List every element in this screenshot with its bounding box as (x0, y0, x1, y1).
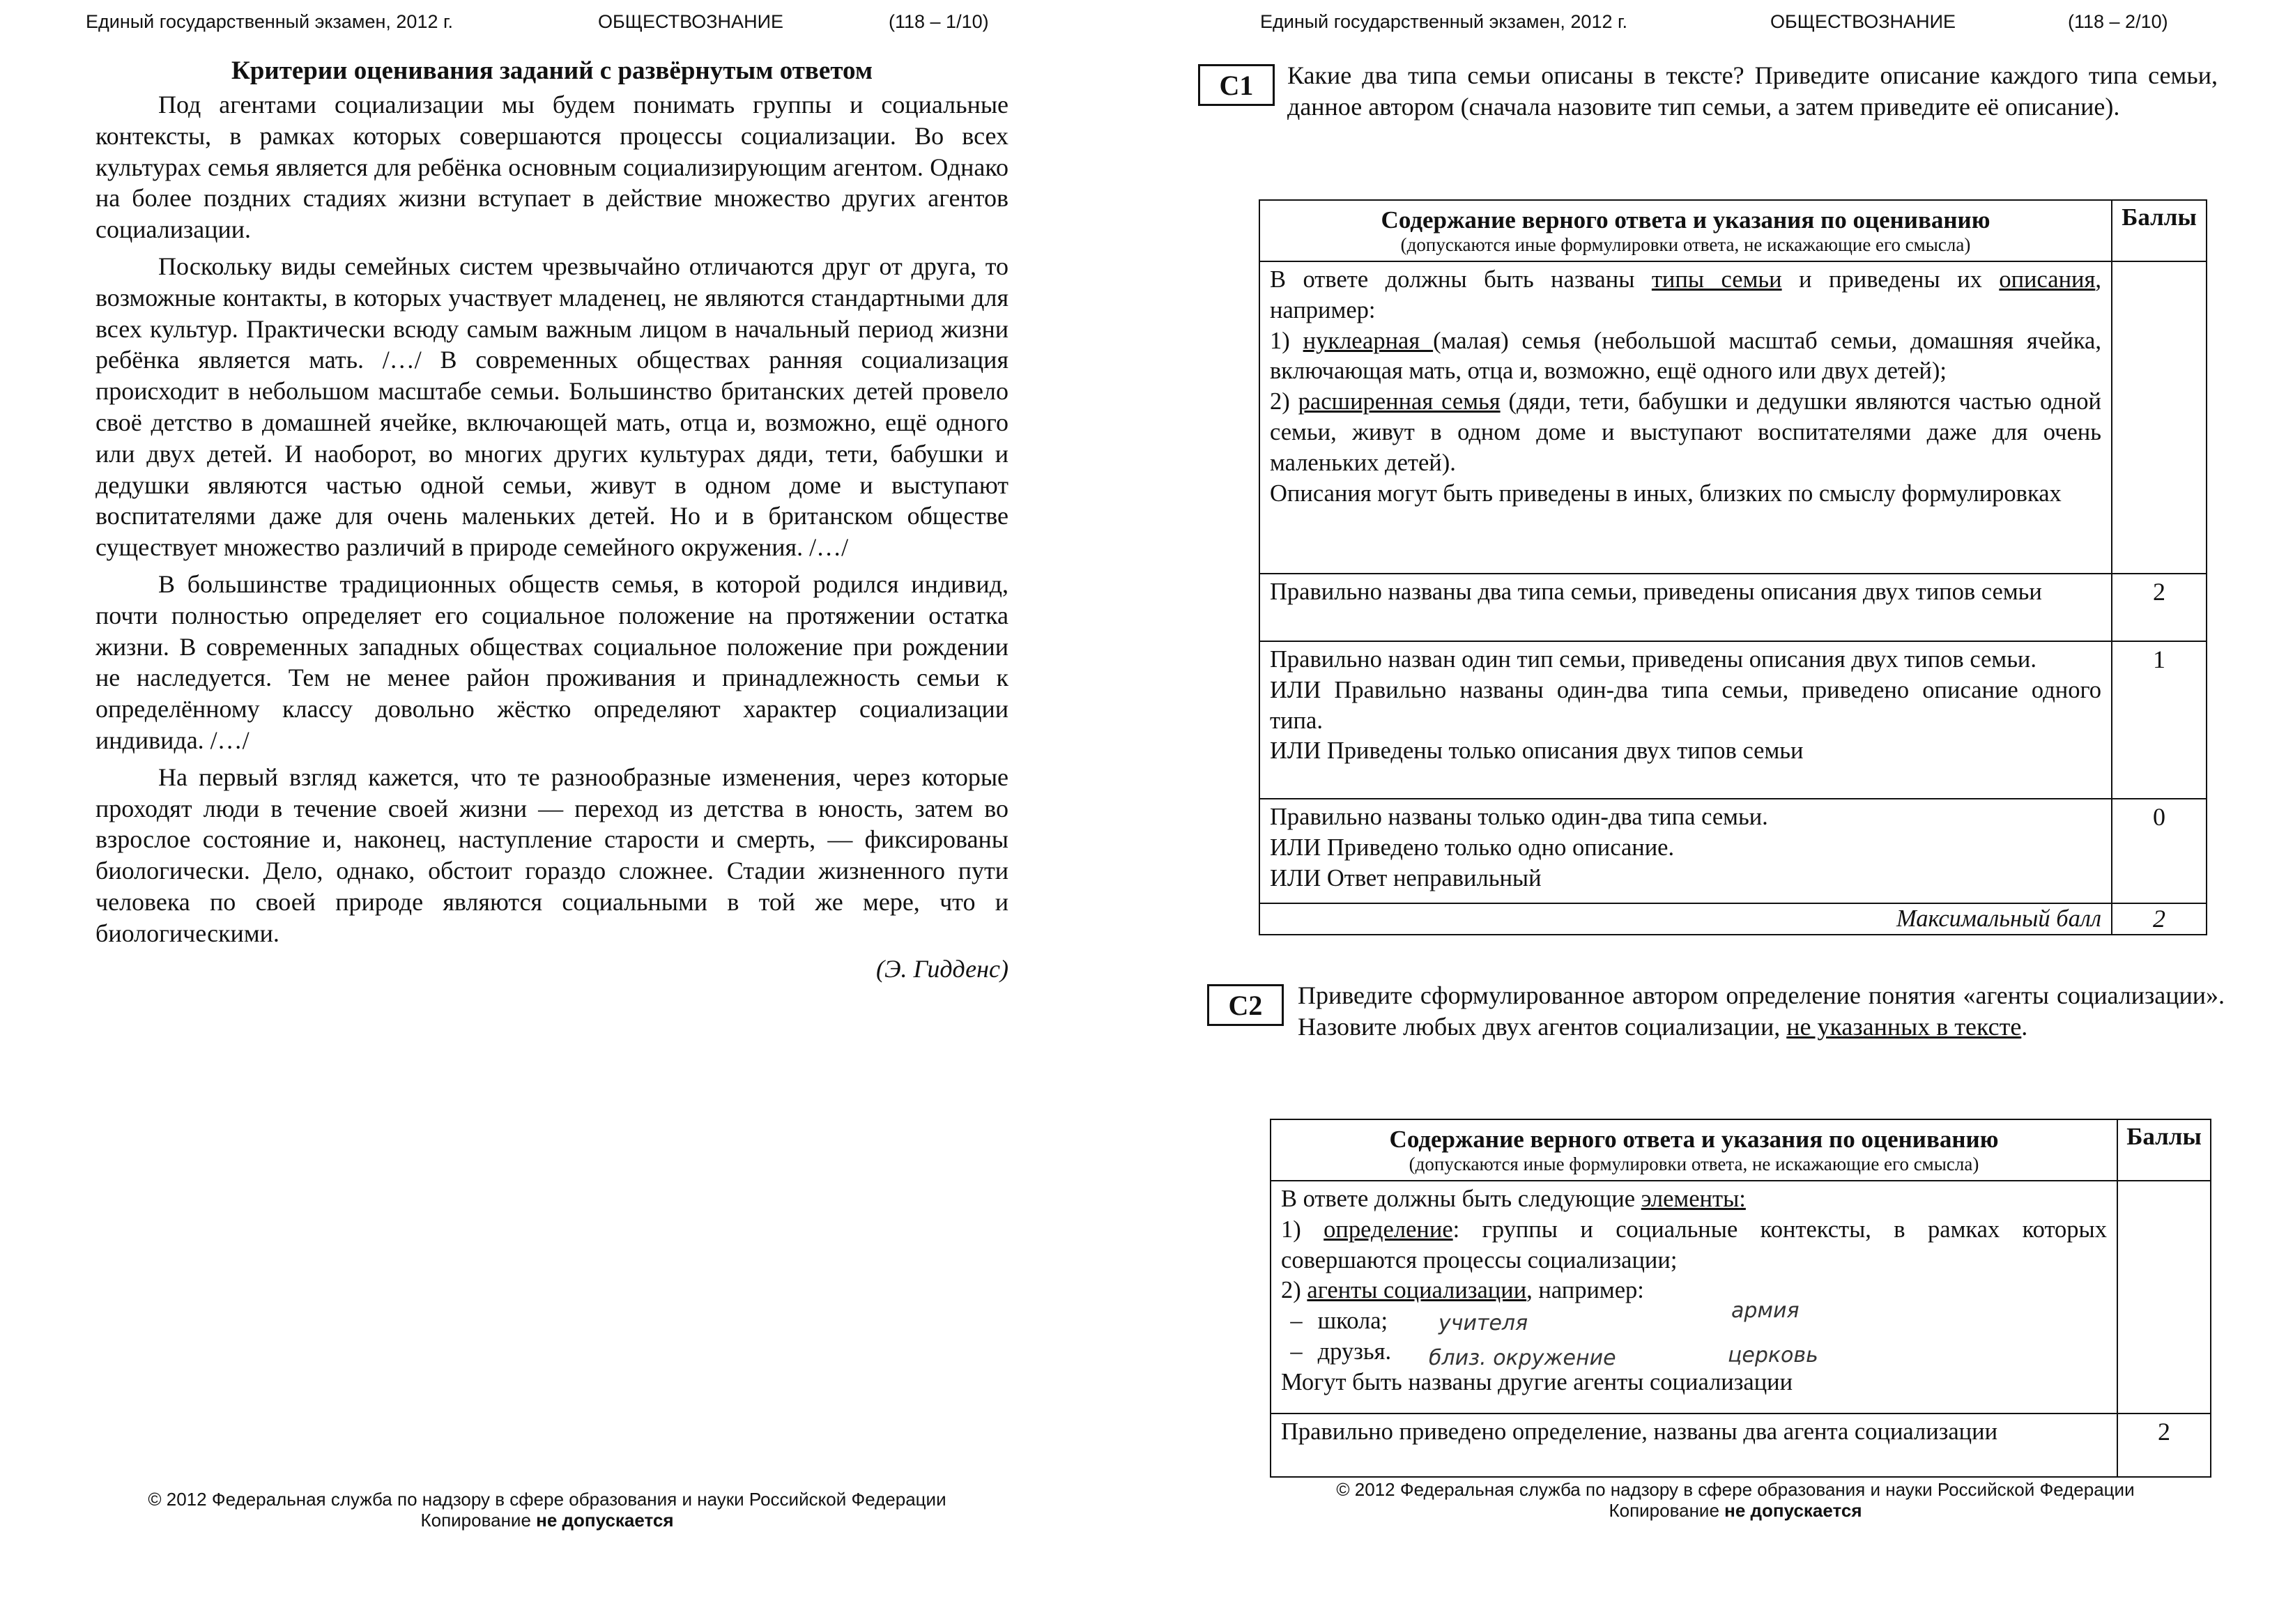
handwritten-note: близ. окружение (1429, 1346, 1616, 1370)
answer-content: В ответе должны быть названы типы семьи и приведены их описания, например: 1) нуклеарная (малая) семья (небольшой масштаб семьи, домашняя ячейка, включающая мать, отца и, возможно, ещё одного или двух детей); 2) расширенная семья (дяди, тети, бабушки и дедушки являются частью одной семьи, живут в одном доме и выступают воспитателями даже для очень маленьких детей). Описания могут быть приведены в иных, близких по смыслу формулировках (1270, 266, 2101, 507)
criterion-points: 2 (2117, 1414, 2210, 1476)
table-header-note: (допускаются иные формулировки ответа, не искажающие его смысла) (1400, 234, 1971, 255)
table-header-note: (допускаются иные формулировки ответа, не искажающие его смысла) (1409, 1154, 1979, 1174)
table-header-points: Баллы (2117, 1120, 2210, 1180)
paragraph-4: На первый взгляд кажется, что те разнообразные изменения, через которые проходят люди в течение своей жизни — переход из детства в юность, затем во взрослое состояние и, наконец, наступление старости и смерть, — фиксированы биологически. Дело, однако, обстоит гораздо сложнее. Стадии жизненного пути человека по своей природе являются социальными в той же мере, что и биологическими. (95, 763, 1008, 947)
footer (1275, 1479, 2195, 1521)
header-exam: Единый государственный экзамен, 2012 г. (1260, 11, 1628, 32)
max-score-row (1260, 904, 2206, 934)
header-page-number: (118 – 1/10) (889, 11, 989, 32)
c1-grading-table (1259, 199, 2207, 935)
criterion-row: Правильно названы два типа семьи, приведены описания двух типов семьи 2 (1260, 574, 2206, 642)
table-header-row (1271, 1120, 2210, 1181)
task-c1-number: C1 (1198, 64, 1275, 106)
answer-content-row (1271, 1181, 2210, 1414)
header-page-number: (118 – 2/10) (2068, 11, 2168, 32)
handwritten-note: церковь (1728, 1343, 1818, 1368)
page-2 (1143, 0, 2286, 1624)
task-c2-question: Приведите сформулированное автором определение понятия «агенты социализации». Назовите любых двух агентов социализации, не указанных в тексте. (1298, 981, 2225, 1041)
page-title: Критерии оценивания заданий с развёрнутым ответом (231, 56, 873, 85)
table-header-content: Содержание верного ответа и указания по оцениванию (1389, 1126, 1999, 1153)
table-header-content: Содержание верного ответа и указания по оцениванию (1381, 206, 1990, 233)
criterion-points: 0 (2111, 799, 2206, 903)
max-score-label: Максимальный балл (1896, 905, 2101, 932)
text-author: (Э. Гидденс) (875, 954, 1008, 983)
footer-copy-notice: Копирование не допускается (420, 1510, 674, 1531)
answer-content: В ответе должны быть следующие элементы: 1) определение: группы и социальные контексты, в рамках которых совершаются процессы социализации; 2) агенты социализации, например: – школа; – друзья. Могут быть названы другие агенты социализации (1281, 1186, 2107, 1395)
answer-content-row (1260, 262, 2206, 574)
table-header-row (1260, 201, 2206, 262)
header-subject: ОБЩЕСТВОЗНАНИЕ (1770, 11, 1956, 32)
header-subject: ОБЩЕСТВОЗНАНИЕ (598, 11, 783, 32)
paragraph-3: В большинстве традиционных обществ семья, в которой родился индивид, почти полностью определяет его социальное положение на протяжении остатка жизни. В современных западных обществах социальное положение при рождении не наследуется. Тем не менее район проживания и принадлежность семьи к определённому классу довольно жёстко определяют характер социализации индивида. /…/ (95, 569, 1008, 754)
criterion-points: 2 (2111, 574, 2206, 641)
footer-copyright: © 2012 Федеральная служба по надзору в сфере образования и науки Российской Федерации (148, 1489, 946, 1510)
source-text (95, 89, 1008, 984)
footer-copy-notice: Копирование не допускается (1609, 1500, 1862, 1521)
c2-grading-table (1270, 1119, 2211, 1478)
footer (98, 1489, 997, 1531)
task-c1-question: Какие два типа семьи описаны в тексте? Приведите описание каждого типа семьи, данное автором (сначала назовите тип семьи, а затем приведите её описание). (1287, 61, 2218, 121)
footer-copyright: © 2012 Федеральная служба по надзору в сфере образования и науки Российской Федерации (1336, 1479, 2135, 1500)
handwritten-note: учителя (1439, 1311, 1528, 1335)
criterion-points: 1 (2111, 642, 2206, 798)
criterion-row: Правильно названы только один-два типа семьи. ИЛИ Приведено только одно описание. ИЛИ Ответ неправильный 0 (1260, 799, 2206, 904)
header-exam: Единый государственный экзамен, 2012 г. (86, 11, 454, 32)
paragraph-2: Поскольку виды семейных систем чрезвычайно отличаются друг от друга, то возможные контакты, в которых участвует младенец, не являются стандартными для всех культур. Практически всюду самым важным лицом в начальный период жизни ребёнка является мать. /…/ В современных обществах ранняя социализация происходит в небольшом масштабе семьи. Большинство британских детей провело своё детство в домашней ячейке, включающей мать, отца и, возможно, ещё одного или двух детей. И наоборот, во многих других культурах дяди, тети, бабушки и дедушки являются частью одной семьи, живут в одном доме и выступают воспитателями даже для очень маленьких детей. Но и в британском обществе существует множество различий в природе семейного окружения. /…/ (95, 252, 1008, 562)
paragraph-1: Под агентами социализации мы будем понимать группы и социальные контексты, в рамках которых совершаются процессы социализации. Во всех культурах семья является для ребёнка основным социализирующим агентом. Однако на более поздних стадиях жизни вступает в действие множество других агентов социализации. (95, 91, 1008, 244)
criterion-row: Правильно приведено определение, названы два агента социализации 2 (1271, 1414, 2210, 1476)
handwritten-note: армия (1731, 1299, 1800, 1323)
table-header-points: Баллы (2111, 201, 2206, 261)
max-score-value: 2 (2111, 904, 2206, 934)
task-c2-number: C2 (1207, 984, 1284, 1026)
criterion-row: Правильно назван один тип семьи, приведены описания двух типов семьи. ИЛИ Правильно названы один-два типа семьи, приведено описание одного типа. ИЛИ Приведены только описания двух типов семьи 1 (1260, 642, 2206, 799)
